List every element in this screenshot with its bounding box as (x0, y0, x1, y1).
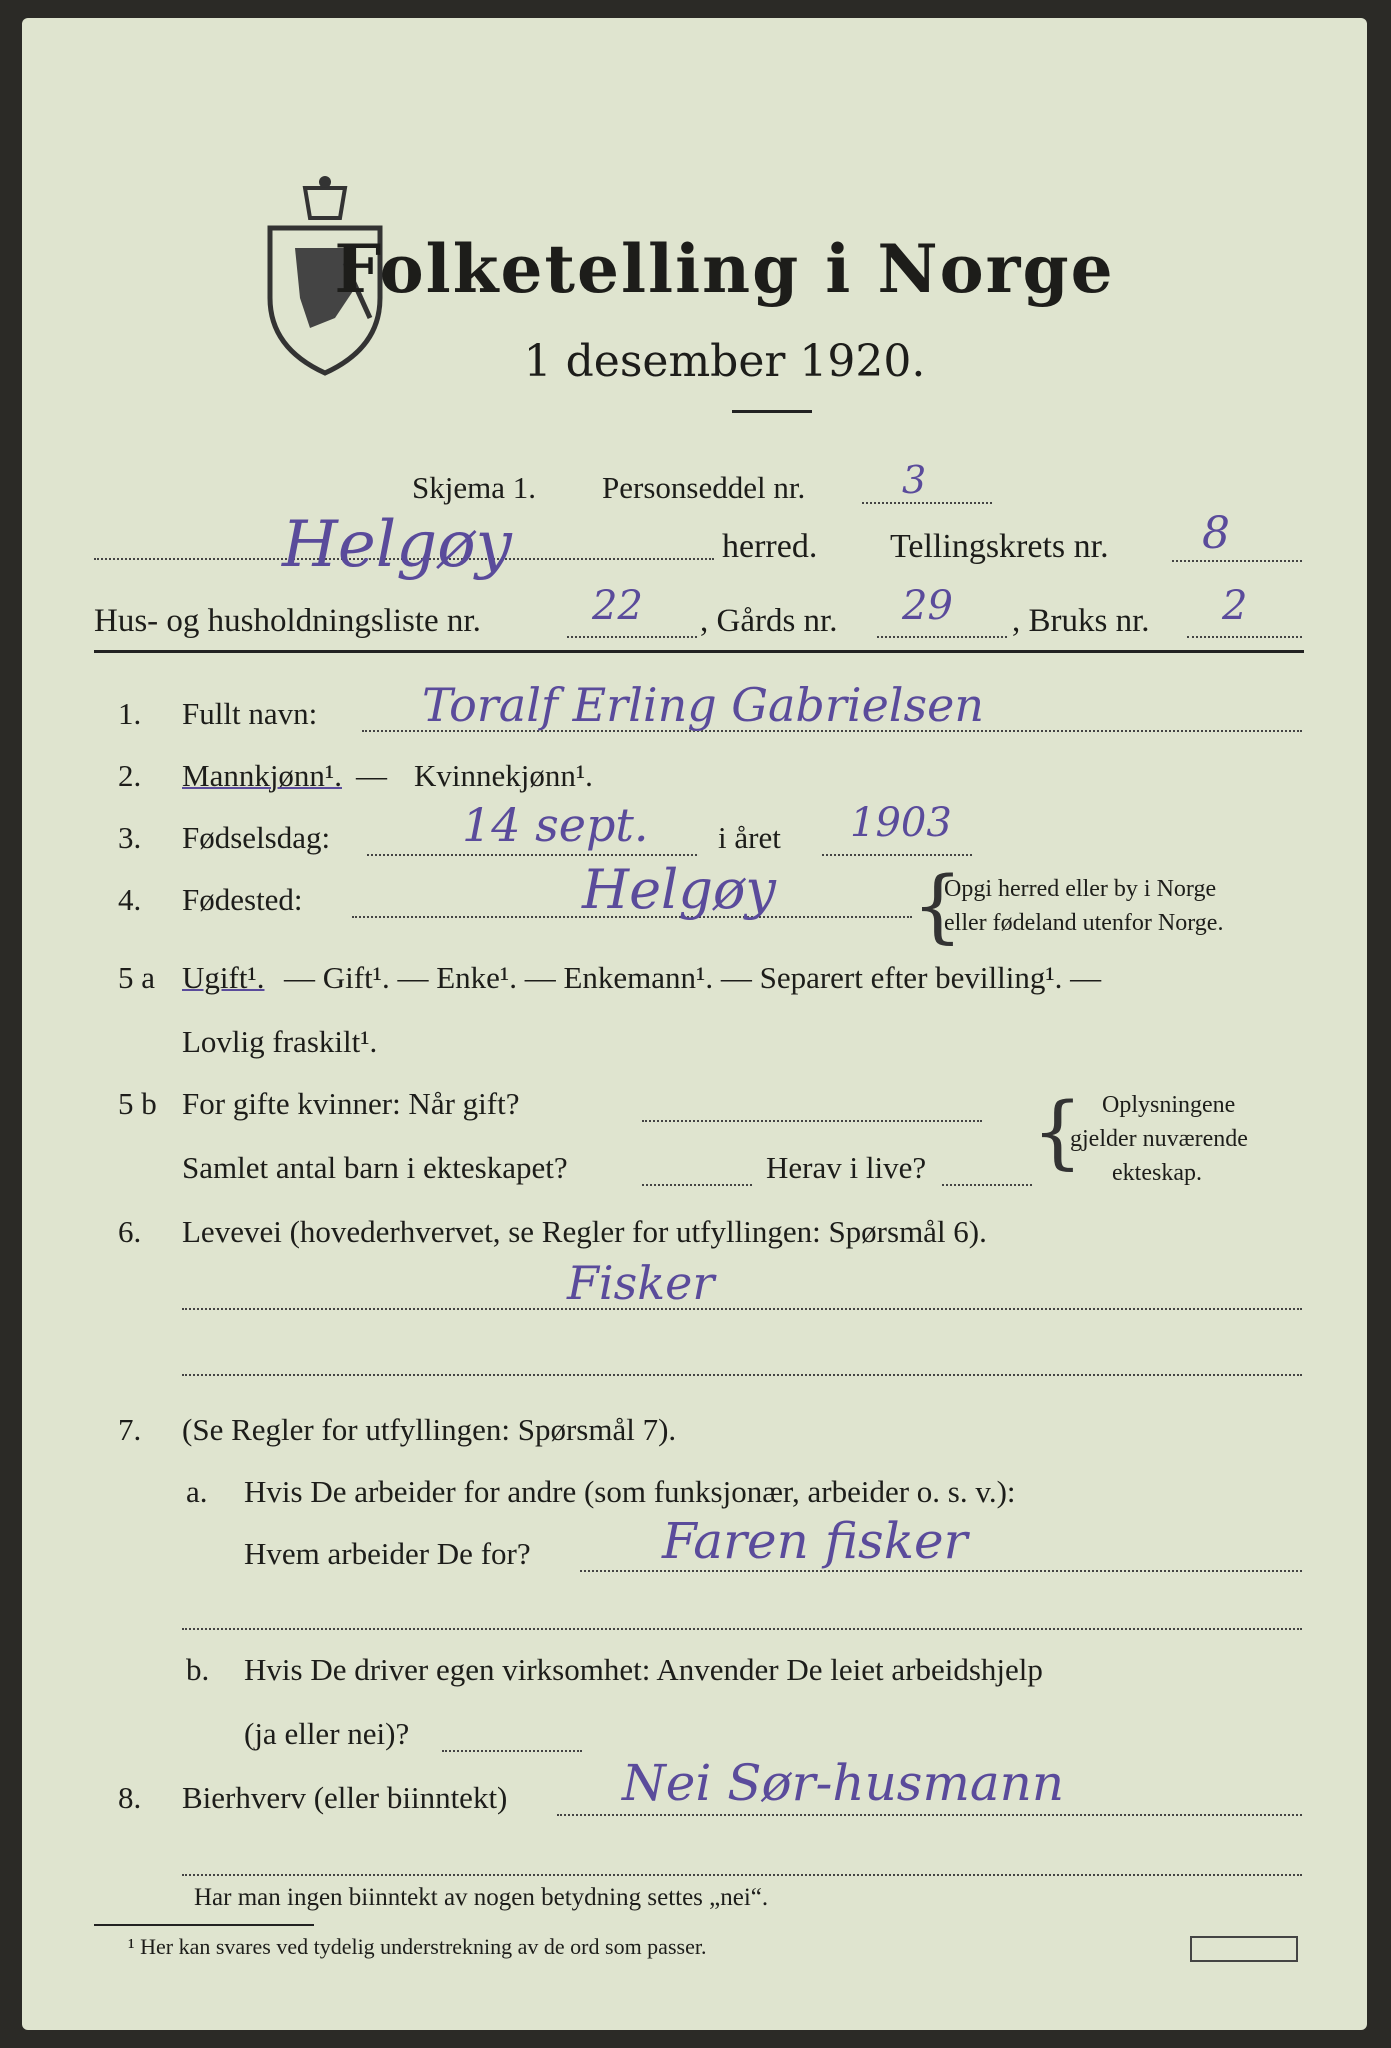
q3-year-field-line (822, 854, 972, 856)
tellingskrets-label: Tellingskrets nr. (890, 528, 1109, 565)
q4-note-line1: Opgi herred eller by i Norge (944, 876, 1217, 902)
side-income-value[interactable]: Nei Sør-husmann (622, 1754, 1065, 1812)
schema-label: Skjema 1. (412, 470, 536, 505)
children-count-field[interactable] (642, 1184, 752, 1186)
q6-field-line-2 (182, 1374, 1302, 1376)
q5b-children-label: Samlet antal barn i ekteskapet? (182, 1150, 568, 1185)
herred-label: herred. (722, 528, 818, 565)
q1-label: Fullt navn: (182, 696, 318, 731)
unmarried-option[interactable]: Ugift¹. (182, 960, 265, 995)
q4-number: 4. (118, 882, 142, 917)
living-children-field[interactable] (942, 1184, 1032, 1186)
census-form-page (22, 18, 1367, 2030)
no-income-note: Har man ingen biinntekt av nogen betydning settes „nei“. (194, 1884, 769, 1911)
q2-number: 2. (118, 758, 142, 793)
q5a-number: 5 a (118, 960, 156, 995)
herred-value[interactable]: Helgøy (282, 508, 512, 582)
q8-number: 8. (118, 1780, 142, 1815)
q1-number: 1. (118, 696, 142, 731)
q5b-label: For gifte kvinner: Når gift? (182, 1086, 520, 1121)
title-divider (732, 410, 812, 413)
q5b-note-line1: Oplysningene (1102, 1092, 1236, 1118)
q8-field-line-2 (182, 1874, 1302, 1876)
footnote-rule (94, 1924, 314, 1926)
birthdate-value[interactable]: 14 sept. (462, 798, 649, 852)
female-option[interactable]: Kvinnekjønn¹. (414, 758, 593, 793)
q7b-number: b. (186, 1652, 210, 1687)
personseddel-label: Personseddel nr. (602, 470, 806, 505)
q3-year-label: i året (718, 820, 781, 855)
section-divider (94, 650, 1304, 653)
q6-field-line-1 (182, 1308, 1302, 1310)
occupation-value[interactable]: Fisker (567, 1256, 715, 1310)
bruks-field-line (1187, 636, 1302, 638)
q7-number: 7. (118, 1412, 142, 1447)
q7a-employer-label: Hvem arbeider De for? (244, 1536, 531, 1571)
bruks-value[interactable]: 2 (1222, 583, 1248, 629)
q5b-note-line2: gjelder nuværende (1070, 1126, 1248, 1152)
divorced-option[interactable]: Lovlig fraskilt¹. (182, 1024, 378, 1059)
footnote: ¹ Her kan svares ved tydelig understrekning av de ord som passer. (128, 1934, 707, 1959)
q2-separator: — (356, 758, 387, 793)
birth-year-value[interactable]: 1903 (850, 800, 952, 846)
bruks-label: , Bruks nr. (1012, 603, 1150, 639)
employer-value[interactable]: Faren fisker (662, 1512, 968, 1570)
q7-label: (Se Regler for utfyllingen: Spørsmål 7). (182, 1412, 677, 1447)
tellingskrets-value[interactable]: 8 (1202, 508, 1230, 559)
q7b-label: Hvis De driver egen virksomhet: Anvender De leiet arbeidshjelp (244, 1652, 1043, 1687)
q4-label: Fødested: (182, 882, 303, 917)
printer-stamp (1190, 1936, 1298, 1962)
civil-status-options[interactable]: — Gift¹. — Enke¹. — Enkemann¹. — Separert efter bevilling¹. — (284, 960, 1102, 995)
tellingskrets-field-line (1172, 560, 1302, 562)
husliste-field-line (567, 636, 697, 638)
census-date: 1 desember 1920. (523, 336, 926, 387)
q7a-number: a. (186, 1474, 208, 1509)
q3-field-line (367, 854, 697, 856)
birthplace-value[interactable]: Helgøy (582, 858, 776, 921)
husliste-label: Hus- og husholdningsliste nr. (94, 603, 481, 639)
q6-label: Levevei (hovederhvervet, se Regler for utfyllingen: Spørsmål 6). (182, 1214, 987, 1249)
q7a-field-line-1 (580, 1570, 1302, 1572)
q4-note-line2: eller fødeland utenfor Norge. (944, 910, 1224, 936)
q5b-living-label: Herav i live? (766, 1150, 927, 1185)
male-option[interactable]: Mannkjønn¹. (182, 758, 342, 793)
personseddel-value[interactable]: 3 (902, 458, 927, 502)
q3-label: Fødselsdag: (182, 820, 331, 855)
marriage-date-field[interactable] (642, 1120, 982, 1122)
q8-field-line-1 (557, 1814, 1302, 1816)
gards-value[interactable]: 29 (902, 583, 953, 629)
q7b-question-label: (ja eller nei)? (244, 1716, 410, 1751)
q8-label: Bierhverv (eller biinntekt) (182, 1780, 508, 1815)
q5b-brace: { (1032, 1085, 1083, 1178)
q7a-label: Hvis De arbeider for andre (som funksjonær, arbeider o. s. v.): (244, 1474, 1016, 1509)
q5b-note-line3: ekteskap. (1112, 1160, 1202, 1186)
q6-number: 6. (118, 1214, 142, 1249)
gards-label: , Gårds nr. (700, 603, 838, 639)
q7a-field-line-2 (182, 1628, 1302, 1630)
husliste-value[interactable]: 22 (592, 583, 643, 629)
hired-help-field[interactable] (442, 1750, 582, 1752)
q5b-number: 5 b (118, 1086, 157, 1121)
personseddel-field-line (862, 502, 992, 504)
q3-number: 3. (118, 820, 142, 855)
full-name-value[interactable]: Toralf Erling Gabrielsen (422, 678, 984, 732)
page-title: Folketelling i Norge (334, 230, 1115, 308)
q4-brace: { (912, 859, 963, 952)
gards-field-line (877, 636, 1007, 638)
